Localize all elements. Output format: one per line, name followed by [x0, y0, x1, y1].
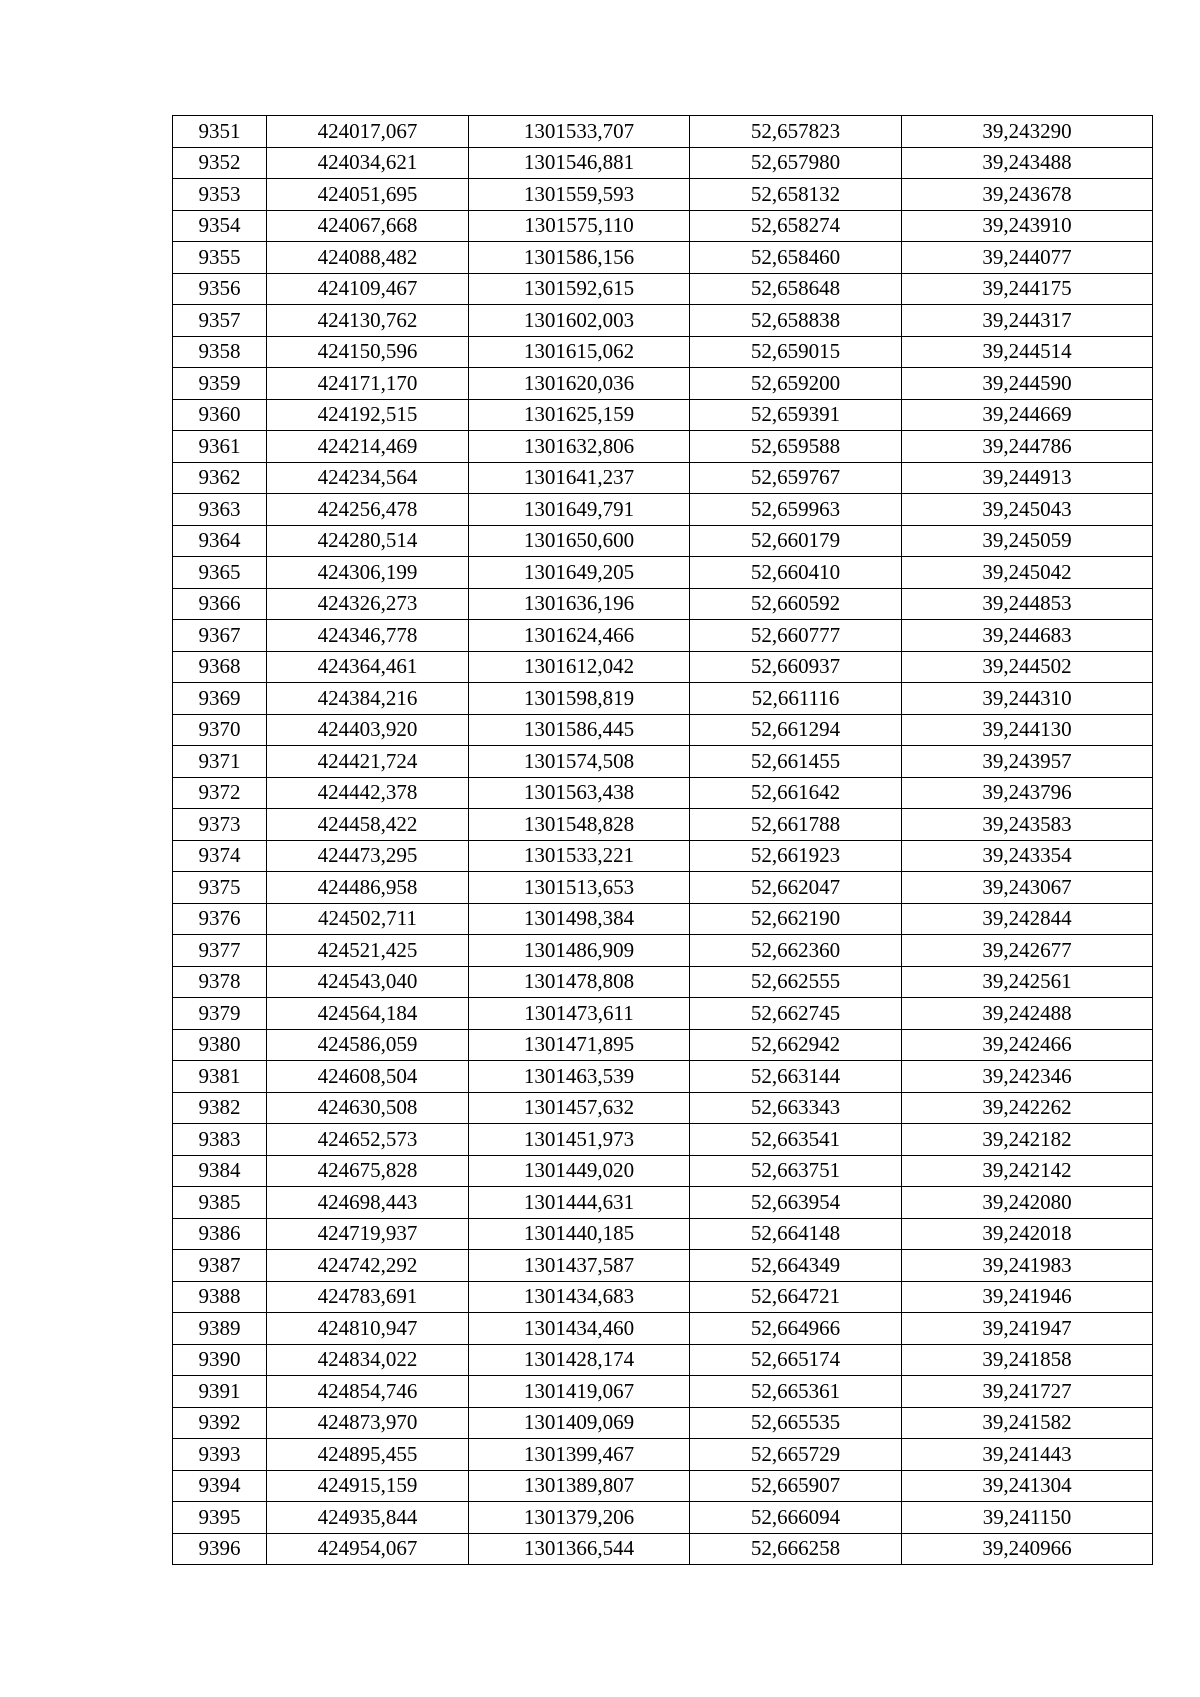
table-row: [173, 116, 1153, 148]
table-row: [173, 399, 1153, 431]
x-coordinate-cell: 424783,691: [267, 1281, 469, 1313]
y-coordinate-cell: 1301563,438: [469, 777, 690, 809]
longitude-cell: 39,242018: [902, 1218, 1153, 1250]
point-number-cell: 9380: [173, 1029, 267, 1061]
longitude-cell: 39,242080: [902, 1187, 1153, 1219]
latitude-cell: 52,660592: [690, 588, 902, 620]
latitude-cell: 52,662360: [690, 935, 902, 967]
y-coordinate-cell: 1301548,828: [469, 809, 690, 841]
x-coordinate-cell: 424150,596: [267, 336, 469, 368]
point-number-cell: 9365: [173, 557, 267, 589]
point-number-cell: 9363: [173, 494, 267, 526]
point-number-cell: 9382: [173, 1092, 267, 1124]
point-number-cell: 9377: [173, 935, 267, 967]
point-number-cell: 9359: [173, 368, 267, 400]
table-row: [173, 1218, 1153, 1250]
point-number-cell: 9353: [173, 179, 267, 211]
table-row: [173, 305, 1153, 337]
point-number-cell: 9386: [173, 1218, 267, 1250]
y-coordinate-cell: 1301636,196: [469, 588, 690, 620]
point-number-cell: 9352: [173, 147, 267, 179]
x-coordinate-cell: 424521,425: [267, 935, 469, 967]
table-row: [173, 179, 1153, 211]
longitude-cell: 39,243067: [902, 872, 1153, 904]
latitude-cell: 52,664148: [690, 1218, 902, 1250]
latitude-cell: 52,663144: [690, 1061, 902, 1093]
point-number-cell: 9384: [173, 1155, 267, 1187]
latitude-cell: 52,658132: [690, 179, 902, 211]
x-coordinate-cell: 424698,443: [267, 1187, 469, 1219]
latitude-cell: 52,665907: [690, 1470, 902, 1502]
y-coordinate-cell: 1301473,611: [469, 998, 690, 1030]
latitude-cell: 52,663751: [690, 1155, 902, 1187]
y-coordinate-cell: 1301574,508: [469, 746, 690, 778]
longitude-cell: 39,244590: [902, 368, 1153, 400]
x-coordinate-cell: 424088,482: [267, 242, 469, 274]
point-number-cell: 9383: [173, 1124, 267, 1156]
x-coordinate-cell: 424954,067: [267, 1533, 469, 1565]
table-row: [173, 1155, 1153, 1187]
longitude-cell: 39,241582: [902, 1407, 1153, 1439]
longitude-cell: 39,243796: [902, 777, 1153, 809]
table-row: [173, 1502, 1153, 1534]
x-coordinate-cell: 424034,621: [267, 147, 469, 179]
longitude-cell: 39,244502: [902, 651, 1153, 683]
longitude-cell: 39,242561: [902, 966, 1153, 998]
table-row: [173, 1061, 1153, 1093]
x-coordinate-cell: 424834,022: [267, 1344, 469, 1376]
longitude-cell: 39,245059: [902, 525, 1153, 557]
x-coordinate-cell: 424895,455: [267, 1439, 469, 1471]
latitude-cell: 52,663954: [690, 1187, 902, 1219]
longitude-cell: 39,241858: [902, 1344, 1153, 1376]
latitude-cell: 52,660937: [690, 651, 902, 683]
point-number-cell: 9355: [173, 242, 267, 274]
x-coordinate-cell: 424171,170: [267, 368, 469, 400]
table-row: [173, 714, 1153, 746]
x-coordinate-cell: 424586,059: [267, 1029, 469, 1061]
table-row: [173, 651, 1153, 683]
table-row: [173, 1250, 1153, 1282]
longitude-cell: 39,244913: [902, 462, 1153, 494]
longitude-cell: 39,242844: [902, 903, 1153, 935]
point-number-cell: 9370: [173, 714, 267, 746]
x-coordinate-cell: 424403,920: [267, 714, 469, 746]
latitude-cell: 52,660410: [690, 557, 902, 589]
latitude-cell: 52,661294: [690, 714, 902, 746]
y-coordinate-cell: 1301428,174: [469, 1344, 690, 1376]
table-row: [173, 147, 1153, 179]
latitude-cell: 52,658838: [690, 305, 902, 337]
x-coordinate-cell: 424234,564: [267, 462, 469, 494]
point-number-cell: 9379: [173, 998, 267, 1030]
table-row: [173, 1029, 1153, 1061]
point-number-cell: 9388: [173, 1281, 267, 1313]
table-row: [173, 1376, 1153, 1408]
table-row: [173, 683, 1153, 715]
y-coordinate-cell: 1301434,683: [469, 1281, 690, 1313]
x-coordinate-cell: 424192,515: [267, 399, 469, 431]
y-coordinate-cell: 1301533,221: [469, 840, 690, 872]
longitude-cell: 39,242262: [902, 1092, 1153, 1124]
longitude-cell: 39,245043: [902, 494, 1153, 526]
x-coordinate-cell: 424306,199: [267, 557, 469, 589]
table-row: [173, 588, 1153, 620]
latitude-cell: 52,658460: [690, 242, 902, 274]
x-coordinate-cell: 424051,695: [267, 179, 469, 211]
latitude-cell: 52,665361: [690, 1376, 902, 1408]
y-coordinate-cell: 1301575,110: [469, 210, 690, 242]
table-row: [173, 1092, 1153, 1124]
table-row: [173, 494, 1153, 526]
x-coordinate-cell: 424486,958: [267, 872, 469, 904]
point-number-cell: 9361: [173, 431, 267, 463]
point-number-cell: 9362: [173, 462, 267, 494]
longitude-cell: 39,244317: [902, 305, 1153, 337]
x-coordinate-cell: 424873,970: [267, 1407, 469, 1439]
y-coordinate-cell: 1301451,973: [469, 1124, 690, 1156]
table-row: [173, 620, 1153, 652]
longitude-cell: 39,243488: [902, 147, 1153, 179]
table-row: [173, 872, 1153, 904]
y-coordinate-cell: 1301559,593: [469, 179, 690, 211]
y-coordinate-cell: 1301586,156: [469, 242, 690, 274]
point-number-cell: 9351: [173, 116, 267, 148]
point-number-cell: 9367: [173, 620, 267, 652]
point-number-cell: 9358: [173, 336, 267, 368]
latitude-cell: 52,657823: [690, 116, 902, 148]
latitude-cell: 52,662190: [690, 903, 902, 935]
point-number-cell: 9393: [173, 1439, 267, 1471]
point-number-cell: 9387: [173, 1250, 267, 1282]
point-number-cell: 9366: [173, 588, 267, 620]
x-coordinate-cell: 424810,947: [267, 1313, 469, 1345]
x-coordinate-cell: 424458,422: [267, 809, 469, 841]
point-number-cell: 9360: [173, 399, 267, 431]
point-number-cell: 9364: [173, 525, 267, 557]
x-coordinate-cell: 424915,159: [267, 1470, 469, 1502]
x-coordinate-cell: 424109,467: [267, 273, 469, 305]
latitude-cell: 52,662942: [690, 1029, 902, 1061]
longitude-cell: 39,241304: [902, 1470, 1153, 1502]
latitude-cell: 52,658274: [690, 210, 902, 242]
y-coordinate-cell: 1301641,237: [469, 462, 690, 494]
latitude-cell: 52,665535: [690, 1407, 902, 1439]
y-coordinate-cell: 1301449,020: [469, 1155, 690, 1187]
table-row: [173, 777, 1153, 809]
longitude-cell: 39,244683: [902, 620, 1153, 652]
longitude-cell: 39,241947: [902, 1313, 1153, 1345]
latitude-cell: 52,659963: [690, 494, 902, 526]
latitude-cell: 52,663343: [690, 1092, 902, 1124]
table-row: [173, 557, 1153, 589]
longitude-cell: 39,242466: [902, 1029, 1153, 1061]
latitude-cell: 52,663541: [690, 1124, 902, 1156]
table-row: [173, 273, 1153, 305]
latitude-cell: 52,662745: [690, 998, 902, 1030]
x-coordinate-cell: 424502,711: [267, 903, 469, 935]
x-coordinate-cell: 424384,216: [267, 683, 469, 715]
longitude-cell: 39,244669: [902, 399, 1153, 431]
longitude-cell: 39,241983: [902, 1250, 1153, 1282]
x-coordinate-cell: 424543,040: [267, 966, 469, 998]
y-coordinate-cell: 1301379,206: [469, 1502, 690, 1534]
x-coordinate-cell: 424742,292: [267, 1250, 469, 1282]
x-coordinate-cell: 424564,184: [267, 998, 469, 1030]
point-number-cell: 9385: [173, 1187, 267, 1219]
y-coordinate-cell: 1301612,042: [469, 651, 690, 683]
table-row: [173, 525, 1153, 557]
table-row: [173, 903, 1153, 935]
x-coordinate-cell: 424630,508: [267, 1092, 469, 1124]
longitude-cell: 39,241727: [902, 1376, 1153, 1408]
latitude-cell: 52,661642: [690, 777, 902, 809]
table-row: [173, 1533, 1153, 1565]
y-coordinate-cell: 1301419,067: [469, 1376, 690, 1408]
point-number-cell: 9372: [173, 777, 267, 809]
y-coordinate-cell: 1301586,445: [469, 714, 690, 746]
y-coordinate-cell: 1301546,881: [469, 147, 690, 179]
point-number-cell: 9392: [173, 1407, 267, 1439]
longitude-cell: 39,244175: [902, 273, 1153, 305]
longitude-cell: 39,244786: [902, 431, 1153, 463]
point-number-cell: 9354: [173, 210, 267, 242]
table-row: [173, 336, 1153, 368]
y-coordinate-cell: 1301366,544: [469, 1533, 690, 1565]
coordinates-table: [172, 115, 1153, 1565]
y-coordinate-cell: 1301478,808: [469, 966, 690, 998]
latitude-cell: 52,659200: [690, 368, 902, 400]
x-coordinate-cell: 424346,778: [267, 620, 469, 652]
point-number-cell: 9376: [173, 903, 267, 935]
y-coordinate-cell: 1301624,466: [469, 620, 690, 652]
latitude-cell: 52,658648: [690, 273, 902, 305]
table-row: [173, 1187, 1153, 1219]
y-coordinate-cell: 1301649,205: [469, 557, 690, 589]
y-coordinate-cell: 1301444,631: [469, 1187, 690, 1219]
latitude-cell: 52,657980: [690, 147, 902, 179]
x-coordinate-cell: 424364,461: [267, 651, 469, 683]
x-coordinate-cell: 424280,514: [267, 525, 469, 557]
y-coordinate-cell: 1301620,036: [469, 368, 690, 400]
y-coordinate-cell: 1301399,467: [469, 1439, 690, 1471]
table-row: [173, 242, 1153, 274]
y-coordinate-cell: 1301437,587: [469, 1250, 690, 1282]
y-coordinate-cell: 1301615,062: [469, 336, 690, 368]
table-row: [173, 1407, 1153, 1439]
latitude-cell: 52,659767: [690, 462, 902, 494]
longitude-cell: 39,243583: [902, 809, 1153, 841]
latitude-cell: 52,664966: [690, 1313, 902, 1345]
table-row: [173, 840, 1153, 872]
point-number-cell: 9381: [173, 1061, 267, 1093]
y-coordinate-cell: 1301592,615: [469, 273, 690, 305]
table-row: [173, 462, 1153, 494]
latitude-cell: 52,661116: [690, 683, 902, 715]
longitude-cell: 39,240966: [902, 1533, 1153, 1565]
longitude-cell: 39,244130: [902, 714, 1153, 746]
table-row: [173, 998, 1153, 1030]
longitude-cell: 39,242346: [902, 1061, 1153, 1093]
y-coordinate-cell: 1301389,807: [469, 1470, 690, 1502]
longitude-cell: 39,242488: [902, 998, 1153, 1030]
x-coordinate-cell: 424675,828: [267, 1155, 469, 1187]
table-row: [173, 1124, 1153, 1156]
y-coordinate-cell: 1301650,600: [469, 525, 690, 557]
y-coordinate-cell: 1301632,806: [469, 431, 690, 463]
table-row: [173, 1313, 1153, 1345]
point-number-cell: 9371: [173, 746, 267, 778]
x-coordinate-cell: 424067,668: [267, 210, 469, 242]
point-number-cell: 9368: [173, 651, 267, 683]
table-row: [173, 1281, 1153, 1313]
point-number-cell: 9375: [173, 872, 267, 904]
point-number-cell: 9396: [173, 1533, 267, 1565]
point-number-cell: 9395: [173, 1502, 267, 1534]
x-coordinate-cell: 424719,937: [267, 1218, 469, 1250]
longitude-cell: 39,242142: [902, 1155, 1153, 1187]
latitude-cell: 52,666094: [690, 1502, 902, 1534]
point-number-cell: 9394: [173, 1470, 267, 1502]
latitude-cell: 52,665174: [690, 1344, 902, 1376]
table-row: [173, 935, 1153, 967]
latitude-cell: 52,664349: [690, 1250, 902, 1282]
longitude-cell: 39,245042: [902, 557, 1153, 589]
table-row: [173, 809, 1153, 841]
point-number-cell: 9373: [173, 809, 267, 841]
longitude-cell: 39,241150: [902, 1502, 1153, 1534]
longitude-cell: 39,244853: [902, 588, 1153, 620]
y-coordinate-cell: 1301463,539: [469, 1061, 690, 1093]
latitude-cell: 52,666258: [690, 1533, 902, 1565]
latitude-cell: 52,661788: [690, 809, 902, 841]
longitude-cell: 39,243957: [902, 746, 1153, 778]
point-number-cell: 9369: [173, 683, 267, 715]
point-number-cell: 9391: [173, 1376, 267, 1408]
table-row: [173, 431, 1153, 463]
longitude-cell: 39,243678: [902, 179, 1153, 211]
table-row: [173, 368, 1153, 400]
latitude-cell: 52,659588: [690, 431, 902, 463]
x-coordinate-cell: 424256,478: [267, 494, 469, 526]
x-coordinate-cell: 424326,273: [267, 588, 469, 620]
y-coordinate-cell: 1301409,069: [469, 1407, 690, 1439]
y-coordinate-cell: 1301440,185: [469, 1218, 690, 1250]
longitude-cell: 39,241443: [902, 1439, 1153, 1471]
latitude-cell: 52,660179: [690, 525, 902, 557]
y-coordinate-cell: 1301513,653: [469, 872, 690, 904]
table-row: [173, 1470, 1153, 1502]
y-coordinate-cell: 1301649,791: [469, 494, 690, 526]
longitude-cell: 39,243910: [902, 210, 1153, 242]
x-coordinate-cell: 424421,724: [267, 746, 469, 778]
table-row: [173, 1439, 1153, 1471]
longitude-cell: 39,244310: [902, 683, 1153, 715]
y-coordinate-cell: 1301498,384: [469, 903, 690, 935]
y-coordinate-cell: 1301625,159: [469, 399, 690, 431]
x-coordinate-cell: 424608,504: [267, 1061, 469, 1093]
longitude-cell: 39,243290: [902, 116, 1153, 148]
point-number-cell: 9390: [173, 1344, 267, 1376]
latitude-cell: 52,661455: [690, 746, 902, 778]
latitude-cell: 52,661923: [690, 840, 902, 872]
longitude-cell: 39,242677: [902, 935, 1153, 967]
coordinates-table-body: [173, 116, 1153, 1565]
latitude-cell: 52,659391: [690, 399, 902, 431]
y-coordinate-cell: 1301486,909: [469, 935, 690, 967]
x-coordinate-cell: 424473,295: [267, 840, 469, 872]
x-coordinate-cell: 424214,469: [267, 431, 469, 463]
latitude-cell: 52,659015: [690, 336, 902, 368]
x-coordinate-cell: 424130,762: [267, 305, 469, 337]
longitude-cell: 39,244514: [902, 336, 1153, 368]
table-row: [173, 966, 1153, 998]
y-coordinate-cell: 1301598,819: [469, 683, 690, 715]
x-coordinate-cell: 424017,067: [267, 116, 469, 148]
table-row: [173, 210, 1153, 242]
y-coordinate-cell: 1301434,460: [469, 1313, 690, 1345]
x-coordinate-cell: 424935,844: [267, 1502, 469, 1534]
x-coordinate-cell: 424854,746: [267, 1376, 469, 1408]
point-number-cell: 9378: [173, 966, 267, 998]
table-row: [173, 1344, 1153, 1376]
y-coordinate-cell: 1301457,632: [469, 1092, 690, 1124]
longitude-cell: 39,244077: [902, 242, 1153, 274]
point-number-cell: 9389: [173, 1313, 267, 1345]
y-coordinate-cell: 1301471,895: [469, 1029, 690, 1061]
latitude-cell: 52,664721: [690, 1281, 902, 1313]
latitude-cell: 52,665729: [690, 1439, 902, 1471]
latitude-cell: 52,662555: [690, 966, 902, 998]
x-coordinate-cell: 424442,378: [267, 777, 469, 809]
point-number-cell: 9356: [173, 273, 267, 305]
table-row: [173, 746, 1153, 778]
point-number-cell: 9374: [173, 840, 267, 872]
latitude-cell: 52,660777: [690, 620, 902, 652]
longitude-cell: 39,242182: [902, 1124, 1153, 1156]
x-coordinate-cell: 424652,573: [267, 1124, 469, 1156]
latitude-cell: 52,662047: [690, 872, 902, 904]
y-coordinate-cell: 1301602,003: [469, 305, 690, 337]
longitude-cell: 39,243354: [902, 840, 1153, 872]
y-coordinate-cell: 1301533,707: [469, 116, 690, 148]
longitude-cell: 39,241946: [902, 1281, 1153, 1313]
point-number-cell: 9357: [173, 305, 267, 337]
